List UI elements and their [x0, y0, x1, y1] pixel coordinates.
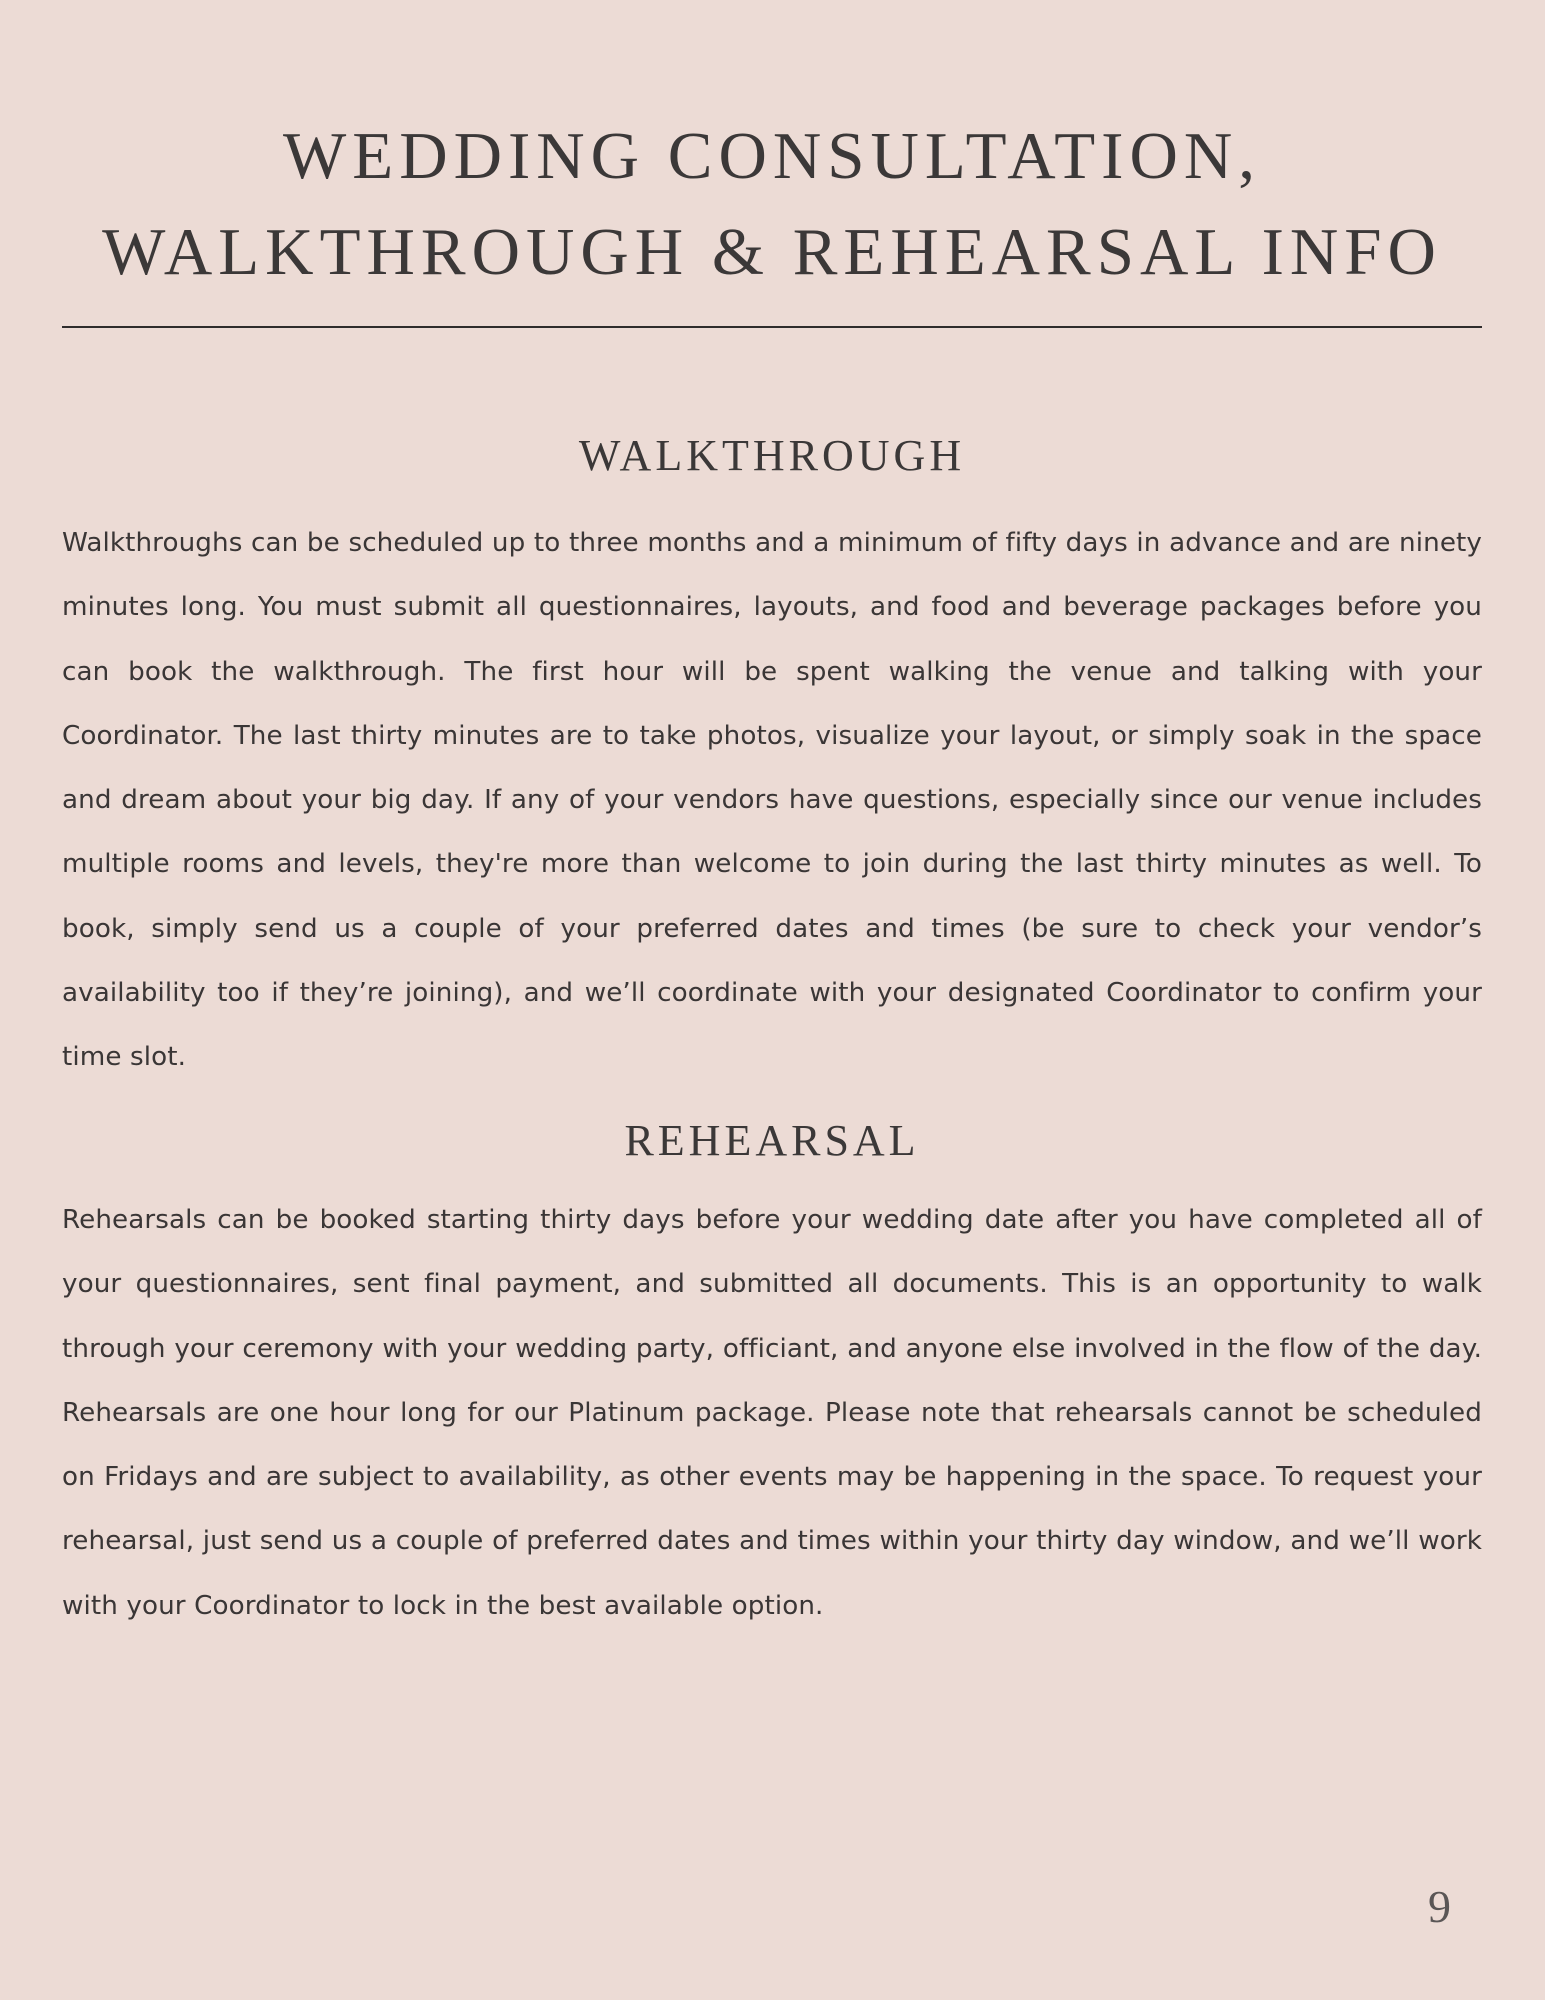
title-divider [62, 326, 1482, 328]
page-title-line-1: WEDDING CONSULTATION, [283, 119, 1261, 193]
rehearsal-paragraph: Rehearsals can be booked starting thirty days before your wedding date after you have completed all of your questionnaires, sent final payment, and submitted all documents. This is an opportunity to walk through your ceremony with your wedding party, officiant, and anyone else involved in the flow of the day. Rehearsals are one hour long for our Platinum package. Please note that rehearsals cannot be scheduled on Fridays and are subject to availability, as other events may be happening in the space. To request your rehearsal, just send us a couple of preferred dates and times within your thirty day window, and we’ll work with your Coordinator to lock in the best available option. [62, 1205, 1482, 1621]
walkthrough-heading: WALKTHROUGH [578, 431, 966, 480]
page-title-line-2: WALKTHROUGH & REHEARSAL INFO [102, 215, 1442, 289]
rehearsal-heading: REHEARSAL [624, 1116, 920, 1165]
page-number: 9 [1428, 1881, 1451, 1932]
walkthrough-paragraph: Walkthroughs can be scheduled up to three months and a minimum of fifty days in advance and are ninety minutes long. You must submit all questionnaires, layouts, and food and beverage packages before you can book the walkthrough. The first hour will be spent walking the venue and talking with your Coordinator. The last thirty minutes are to take photos, visualize your layout, or simply soak in the space and dream about your big day. If any of your vendors have questions, especially since our venue includes multiple rooms and levels, they're more than welcome to join during the last thirty minutes as well. To book, simply send us a couple of your preferred dates and times (be sure to check your vendor’s availability too if they’re joining), and we’ll coordinate with your designated Coordinator to confirm your time slot. [62, 528, 1482, 1073]
page-title [62, 108, 1482, 300]
